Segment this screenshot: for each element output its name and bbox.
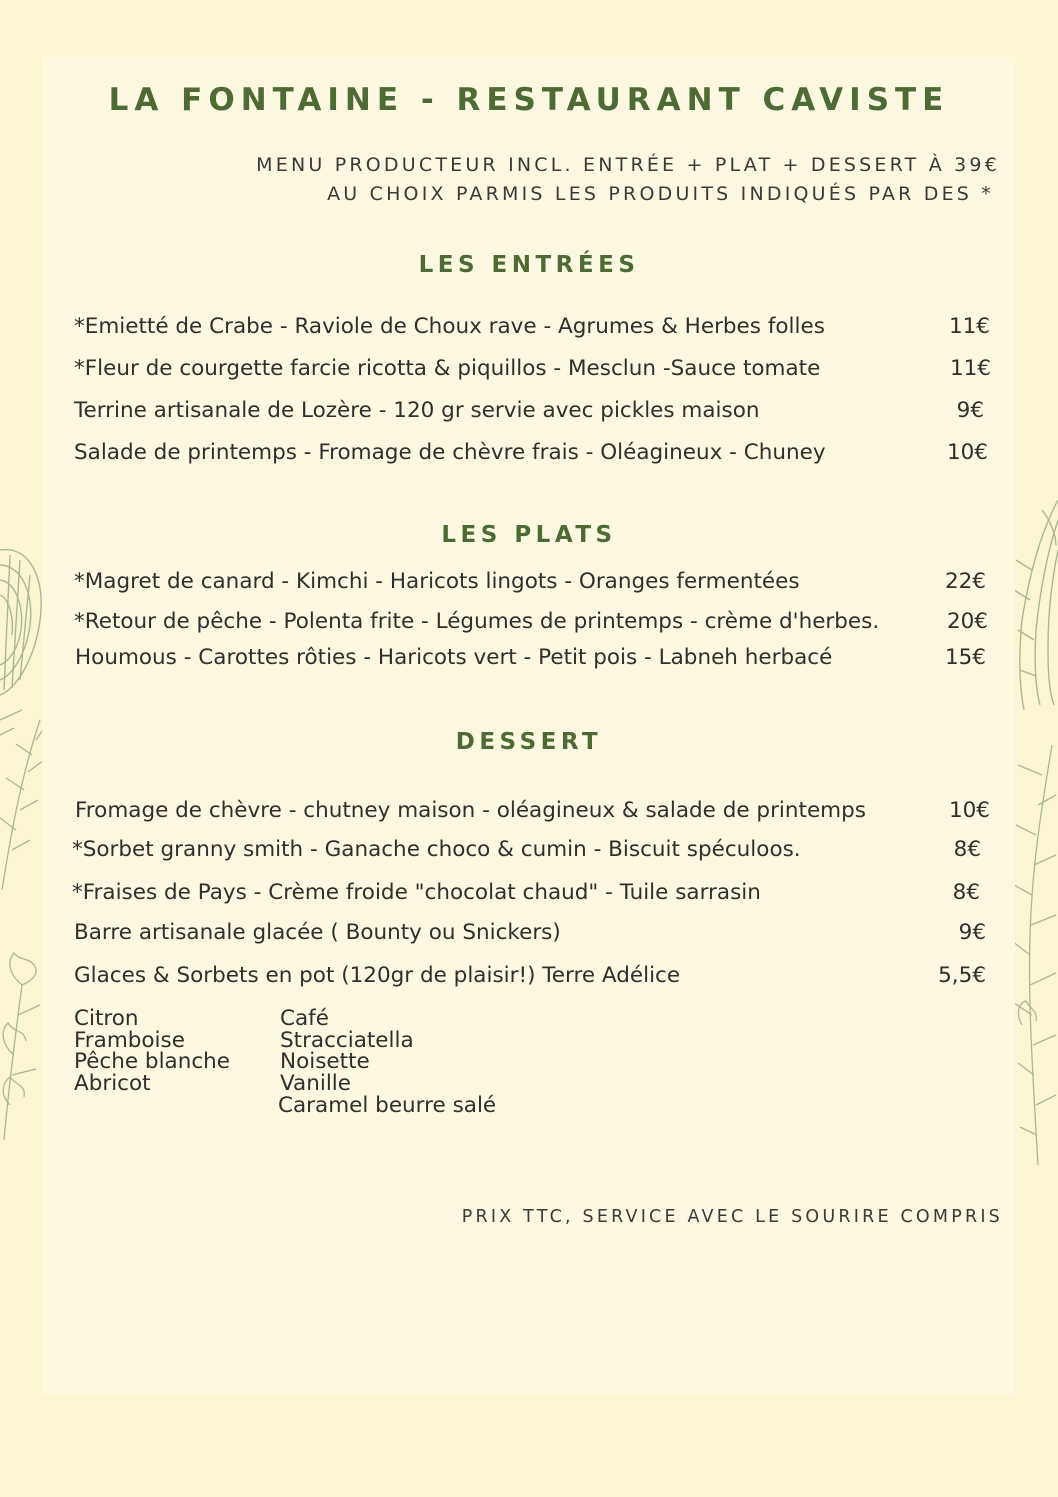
dish-name: Fromage de chèvre - chutney maison - oléagineux & salade de printemps xyxy=(75,798,866,823)
dish-name: *Emietté de Crabe - Raviole de Choux rave - Agrumes & Herbes folles xyxy=(74,314,825,339)
section-title-entrees: LES ENTRÉES xyxy=(418,252,640,278)
dish-name: Salade de printemps - Fromage de chèvre frais - Oléagineux - Chuney xyxy=(74,440,826,465)
menu-offer-note: AU CHOIX PARMIS LES PRODUITS INDIQUÉS PAR DES * xyxy=(327,183,994,205)
dish-price: 8€ xyxy=(953,837,981,862)
flavor-item: Abricot xyxy=(74,1070,151,1096)
flavor-list-cream xyxy=(280,1008,496,1117)
menu-item xyxy=(0,920,1058,950)
dish-price: 8€ xyxy=(952,880,980,905)
dish-price: 9€ xyxy=(956,398,984,423)
flavor-list-fruit xyxy=(74,1008,230,1094)
dish-price: 11€ xyxy=(948,314,990,339)
flavor-item: Café xyxy=(280,1006,329,1031)
dish-price: 11€ xyxy=(949,356,991,381)
dish-price: 20€ xyxy=(946,609,988,634)
dish-name: *Fraises de Pays - Crème froide "chocolat chaud" - Tuile sarrasin xyxy=(72,880,761,905)
menu-item xyxy=(0,314,1058,344)
flavor-item: Noisette xyxy=(280,1049,370,1074)
flavor-item: Stracciatella xyxy=(280,1027,414,1053)
dish-name: *Retour de pêche - Polenta frite - Légumes de printemps - crème d'herbes. xyxy=(74,609,880,634)
section-title-dessert: DESSERT xyxy=(455,729,603,755)
flavor-item: Vanille xyxy=(280,1070,351,1096)
dish-name: Barre artisanale glacée ( Bounty ou Snickers) xyxy=(74,920,561,945)
dish-price: 22€ xyxy=(944,569,986,594)
dish-name: *Sorbet granny smith - Ganache choco & cumin - Biscuit spéculoos. xyxy=(72,837,801,862)
dish-name: *Fleur de courgette farcie ricotta & piquillos - Mesclun -Sauce tomate xyxy=(74,356,821,381)
menu-item xyxy=(0,569,1058,599)
menu-item xyxy=(0,837,1058,867)
dish-name: Glaces & Sorbets en pot (120gr de plaisir!) Terre Adélice xyxy=(74,963,681,988)
dish-price: 15€ xyxy=(944,645,986,670)
footer-note: PRIX TTC, SERVICE AVEC LE SOURIRE COMPRIS xyxy=(461,1207,1003,1227)
flavor-item: Pêche blanche xyxy=(74,1049,231,1074)
menu-item xyxy=(0,609,1058,639)
menu-item xyxy=(0,440,1058,470)
menu-item xyxy=(0,356,1058,386)
dish-price: 10€ xyxy=(948,798,990,823)
dish-price: 9€ xyxy=(958,920,986,945)
menu-item xyxy=(0,963,1058,993)
menu-item xyxy=(0,398,1058,428)
menu-item xyxy=(0,798,1058,828)
menu-item xyxy=(0,880,1058,910)
section-title-plats: LES PLATS xyxy=(441,522,617,548)
menu-offer-line: MENU PRODUCTEUR INCL. ENTRÉE + PLAT + DESSERT À 39€ xyxy=(256,154,1000,176)
dish-name: Terrine artisanale de Lozère - 120 gr servie avec pickles maison xyxy=(74,398,760,423)
dish-name: *Magret de canard - Kimchi - Haricots lingots - Oranges fermentées xyxy=(74,569,800,594)
menu-item xyxy=(0,645,1058,675)
dish-price: 5,5€ xyxy=(938,963,986,988)
restaurant-title: LA FONTAINE - RESTAURANT CAVISTE xyxy=(108,82,950,118)
flavor-item: Citron xyxy=(74,1006,139,1031)
dish-price: 10€ xyxy=(946,440,988,465)
dish-name: Houmous - Carottes rôties - Haricots vert - Petit pois - Labneh herbacé xyxy=(75,645,833,670)
flavor-item: Framboise xyxy=(74,1027,185,1053)
flavor-item: Caramel beurre salé xyxy=(278,1093,497,1118)
